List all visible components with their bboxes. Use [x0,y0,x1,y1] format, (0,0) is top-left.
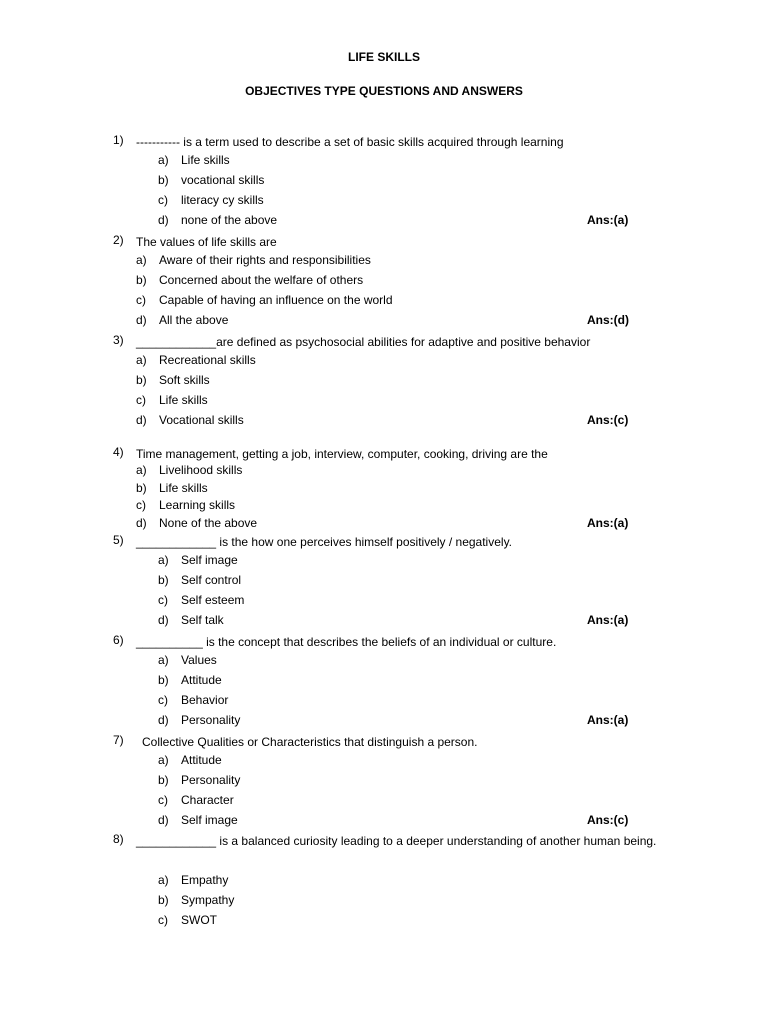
option-text: Aware of their rights and responsibilities [159,253,371,267]
option-text: None of the above [159,516,258,530]
question-number: 2) [113,233,124,247]
option-letter: a) [158,873,169,887]
option-text: Personality [181,713,241,727]
option-text: Livelihood skills [159,463,243,477]
answer-key: Ans:(d) [587,313,629,327]
option-text: Life skills [159,481,208,495]
option-letter: b) [158,173,169,187]
option-letter: c) [158,793,168,807]
option-text: All the above [159,313,229,327]
option-letter: d) [158,713,169,727]
option-letter: c) [158,593,168,607]
answer-key: Ans:(c) [587,413,629,427]
option-text: Soft skills [159,373,210,387]
option-letter: a) [136,253,147,267]
question-number: 8) [113,832,124,846]
option-text: Capable of having an influence on the world [159,293,393,307]
option-letter: a) [158,653,169,667]
question-text: ----------- is a term used to describe a set of basic skills acquired through learning [136,135,564,149]
option-text: Attitude [181,753,222,767]
option-letter: a) [158,153,169,167]
option-letter: d) [158,813,169,827]
option-text: Concerned about the welfare of others [159,273,364,287]
answer-key: Ans:(c) [587,813,629,827]
option-text: SWOT [181,913,217,927]
answer-key: Ans:(a) [587,213,629,227]
option-text: Self talk [181,613,224,627]
question-text: ____________ is a balanced curiosity leading to a deeper understanding of another human being. [136,834,657,848]
option-text: Empathy [181,873,229,887]
answer-key: Ans:(a) [587,713,629,727]
option-letter: d) [136,413,147,427]
question-number: 5) [113,533,124,547]
option-letter: c) [136,498,146,512]
option-letter: b) [158,573,169,587]
option-text: Sympathy [181,893,235,907]
option-text: Learning skills [159,498,236,512]
option-letter: d) [158,213,169,227]
question-text: __________ is the concept that describes the beliefs of an individual or culture. [136,635,557,649]
option-letter: c) [158,913,168,927]
answer-key: Ans:(a) [587,613,629,627]
option-text: Attitude [181,673,222,687]
question-number: 1) [113,133,124,147]
question-text: The values of life skills are [136,235,277,249]
option-letter: a) [158,553,169,567]
question-number: 7) [113,733,124,747]
question-text: Collective Qualities or Characteristics that distinguish a person. [142,735,478,749]
question-text: ____________ is the how one perceives himself positively / negatively. [136,535,513,549]
option-letter: c) [136,293,146,307]
option-text: literacy cy skills [181,193,264,207]
option-text: Recreational skills [159,353,256,367]
option-text: Personality [181,773,241,787]
question-number: 4) [113,445,124,459]
option-letter: b) [158,893,169,907]
option-letter: d) [136,516,147,530]
question-text: Time management, getting a job, interview, computer, cooking, driving are the [136,447,548,461]
option-letter: c) [158,693,168,707]
option-text: Life skills [181,153,230,167]
option-text: Life skills [159,393,208,407]
option-text: Self esteem [181,593,245,607]
option-letter: c) [136,393,146,407]
option-letter: b) [136,373,147,387]
option-letter: a) [136,463,147,477]
document-title: LIFE SKILLS [348,50,420,64]
option-text: Self image [181,553,238,567]
option-text: Values [181,653,217,667]
option-letter: d) [158,613,169,627]
option-letter: d) [136,313,147,327]
option-text: Self image [181,813,238,827]
option-letter: a) [136,353,147,367]
option-text: Character [181,793,234,807]
question-number: 3) [113,333,124,347]
option-letter: b) [136,481,147,495]
option-letter: c) [158,193,168,207]
option-text: none of the above [181,213,278,227]
option-letter: b) [136,273,147,287]
document-subtitle: OBJECTIVES TYPE QUESTIONS AND ANSWERS [245,84,523,98]
option-text: Behavior [181,693,229,707]
option-text: Self control [181,573,242,587]
option-letter: b) [158,673,169,687]
option-letter: b) [158,773,169,787]
question-text: ____________are defined as psychosocial abilities for adaptive and positive behavior [136,335,591,349]
option-letter: a) [158,753,169,767]
question-number: 6) [113,633,124,647]
option-text: vocational skills [181,173,265,187]
answer-key: Ans:(a) [587,516,629,530]
option-text: Vocational skills [159,413,244,427]
